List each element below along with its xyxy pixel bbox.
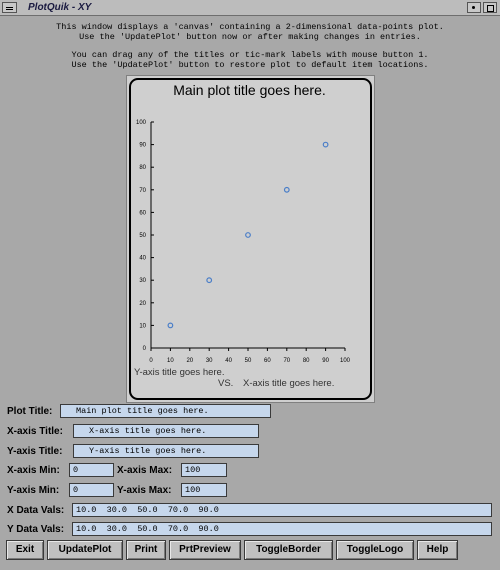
update-plot-button[interactable]: UpdatePlot — [47, 540, 123, 560]
x-tick-label[interactable]: 0 — [149, 358, 153, 364]
print-button[interactable]: Print — [126, 540, 166, 560]
plot-canvas[interactable] — [126, 75, 375, 403]
x-tick-label[interactable]: 30 — [205, 358, 213, 364]
y-tick-label[interactable]: 20 — [139, 300, 146, 307]
toggle-border-button[interactable]: ToggleBorder — [244, 540, 333, 560]
x-tick-label[interactable]: 50 — [244, 358, 252, 364]
y-tick-label[interactable]: 100 — [135, 120, 146, 126]
x-data-vals-input[interactable]: 10.0 30.0 50.0 70.0 90.0 — [72, 503, 492, 517]
data-point — [207, 278, 212, 283]
data-point — [246, 233, 251, 238]
info-line-2: Use the 'UpdatePlot' button now or after making changes in entries. — [79, 32, 421, 42]
y-axis-title-label: Y-axis Title: — [7, 446, 63, 457]
y-tick-label[interactable]: 80 — [139, 165, 146, 172]
minimize-icon[interactable] — [467, 2, 481, 13]
data-point — [168, 323, 173, 328]
x-tick-label[interactable]: 20 — [186, 358, 194, 364]
y-tick-label[interactable]: 90 — [139, 142, 146, 149]
y-tick-label[interactable]: 40 — [139, 255, 146, 262]
x-axis-min-label: X-axis Min: — [7, 465, 60, 476]
x-data-vals-label: X Data Vals: — [7, 505, 65, 516]
x-tick-label[interactable]: 70 — [283, 358, 291, 364]
plot-title-input[interactable]: Main plot title goes here. — [60, 404, 271, 418]
scatter-plot — [127, 76, 374, 402]
title-bar — [0, 0, 500, 16]
window-menu-icon[interactable] — [2, 2, 17, 13]
maximize-icon[interactable] — [483, 2, 497, 13]
data-point — [323, 142, 328, 147]
y-axis-max-label: Y-axis Max: — [117, 485, 172, 496]
y-tick-label[interactable]: 30 — [139, 278, 146, 285]
y-axis-title-input[interactable]: Y-axis title goes here. — [73, 444, 259, 458]
window-title: PlotQuik - XY — [28, 2, 92, 13]
x-axis-title[interactable]: X-axis title goes here. — [243, 378, 335, 389]
y-axis-min-input[interactable]: 0 — [69, 483, 114, 497]
x-axis-max-label: X-axis Max: — [117, 465, 173, 476]
x-tick-label[interactable]: 90 — [322, 358, 329, 364]
x-tick-label[interactable]: 40 — [225, 358, 232, 364]
x-tick-label[interactable]: 80 — [302, 358, 310, 364]
y-axis-min-label: Y-axis Min: — [7, 485, 60, 496]
x-tick-label[interactable]: 100 — [339, 358, 351, 364]
info-line-3: You can drag any of the titles or tic-mark labels with mouse button 1. — [71, 50, 429, 60]
x-axis-title-input[interactable]: X-axis title goes here. — [73, 424, 259, 438]
y-data-vals-label: Y Data Vals: — [7, 524, 65, 535]
y-data-vals-input[interactable]: 10.0 30.0 50.0 70.0 90.0 — [72, 522, 492, 536]
toggle-logo-button[interactable]: ToggleLogo — [336, 540, 414, 560]
exit-button[interactable]: Exit — [6, 540, 44, 560]
help-button[interactable]: Help — [417, 540, 458, 560]
y-tick-label[interactable]: 60 — [139, 210, 146, 217]
print-preview-button[interactable]: PrtPreview — [169, 540, 241, 560]
plot-title[interactable]: Main plot title goes here. — [173, 82, 326, 98]
vs-label: VS. — [218, 378, 234, 389]
x-axis-min-input[interactable]: 0 — [69, 463, 114, 477]
x-axis-max-input[interactable]: 100 — [181, 463, 227, 477]
y-tick-label[interactable]: 70 — [139, 187, 146, 194]
x-tick-label[interactable]: 60 — [264, 358, 271, 364]
y-axis-title[interactable]: Y-axis title goes here. — [134, 367, 225, 378]
y-tick-label[interactable]: 50 — [139, 233, 146, 239]
x-tick-label[interactable]: 10 — [167, 358, 174, 364]
y-tick-label[interactable]: 0 — [142, 346, 146, 352]
info-line-4: Use the 'UpdatePlot' button to restore plot to default item locations. — [71, 60, 429, 70]
plot-title-label: Plot Title: — [7, 406, 53, 417]
data-point — [285, 188, 290, 193]
x-axis-title-label: X-axis Title: — [7, 426, 63, 437]
info-line-1: This window displays a 'canvas' containing a 2-dimensional data-points plot. — [56, 22, 444, 32]
y-axis-max-input[interactable]: 100 — [181, 483, 227, 497]
y-tick-label[interactable]: 10 — [139, 323, 146, 330]
